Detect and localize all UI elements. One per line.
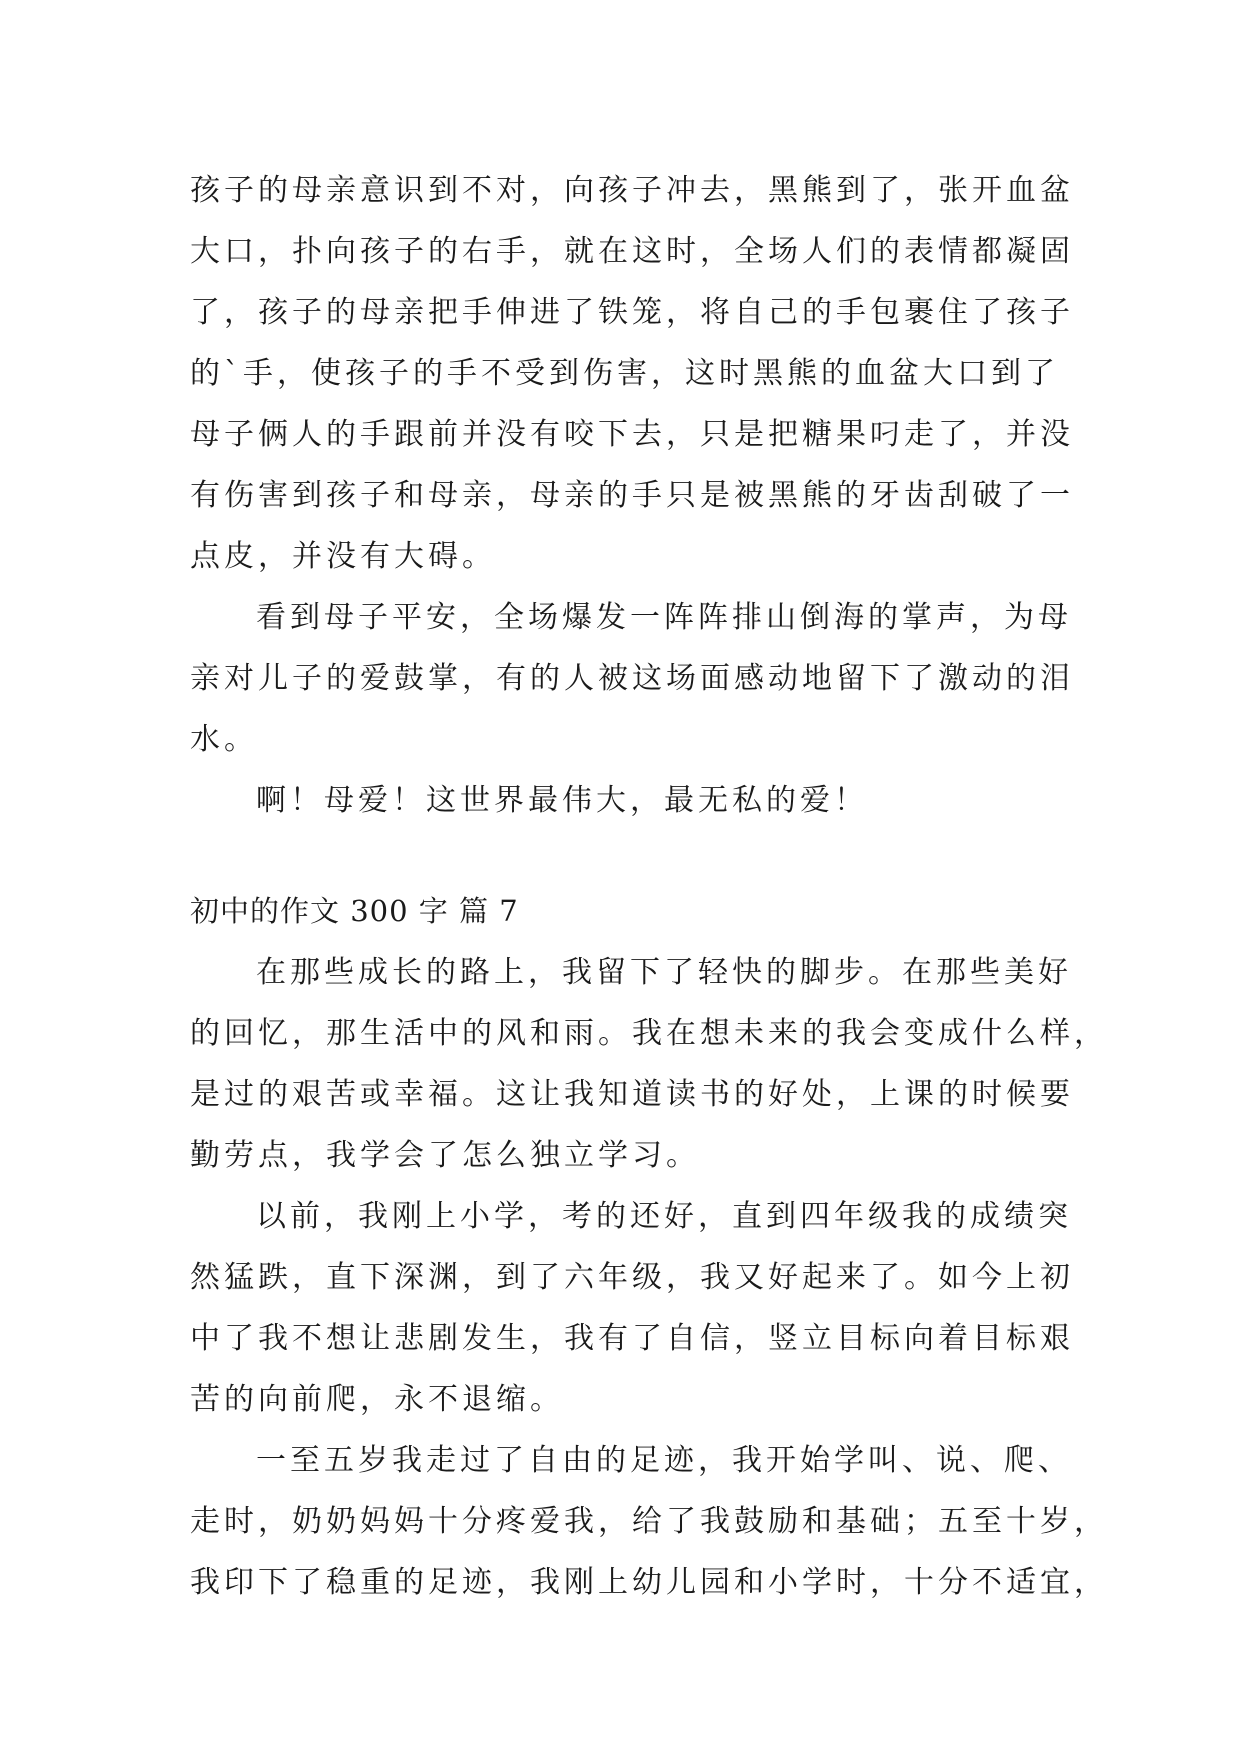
text-line: 以前，我刚上小学，考的还好，直到四年级我的成绩突 xyxy=(256,1199,1072,1234)
paragraph xyxy=(190,587,1074,770)
text-line: 中了我不想让悲剧发生，我有了自信，竖立目标向着目标艰 xyxy=(190,1321,1074,1356)
text-line: 我印下了稳重的足迹，我刚上幼儿园和小学时，十分不适宜， xyxy=(190,1565,1108,1600)
text-line: 走时，奶奶妈妈十分疼爱我，给了我鼓励和基础；五至十岁， xyxy=(190,1504,1108,1539)
paragraph xyxy=(190,1430,1108,1613)
text-line: 的回忆，那生活中的风和雨。我在想未来的我会变成什么样， xyxy=(190,1016,1108,1051)
text-line: 孩子的母亲意识到不对，向孩子冲去，黑熊到了，张开血盆 xyxy=(190,173,1074,208)
paragraph xyxy=(190,942,1108,1186)
text-line: 勤劳点，我学会了怎么独立学习。 xyxy=(190,1138,700,1173)
text-line: 看到母子平安，全场爆发一阵阵排山倒海的掌声，为母 xyxy=(256,600,1072,635)
text-line: 水。 xyxy=(190,722,258,757)
section-gap xyxy=(190,831,1050,881)
text-line: 点皮，并没有大碍。 xyxy=(190,539,496,574)
text-line: 的`手，使孩子的手不受到伤害，这时黑熊的血盆大口到了 xyxy=(190,356,1059,391)
section-heading: 初中的作文 300 字 篇 7 xyxy=(190,894,519,928)
text-line: 苦的向前爬，永不退缩。 xyxy=(190,1382,564,1417)
text-line: 然猛跌，直下深渊，到了六年级，我又好起来了。如今上初 xyxy=(190,1260,1074,1295)
text-line: 一至五岁我走过了自由的足迹，我开始学叫、说、爬、 xyxy=(256,1443,1072,1478)
paragraph xyxy=(190,1186,1074,1430)
text-line: 母子俩人的手跟前并没有咬下去，只是把糖果叼走了，并没 xyxy=(190,417,1074,452)
paragraph xyxy=(190,160,1074,587)
text-line: 啊！母爱！这世界最伟大，最无私的爱！ xyxy=(256,783,868,818)
text-line: 在那些成长的路上，我留下了轻快的脚步。在那些美好 xyxy=(256,955,1072,990)
paragraph xyxy=(190,770,1050,831)
text-line: 亲对儿子的爱鼓掌，有的人被这场面感动地留下了激动的泪 xyxy=(190,661,1074,696)
text-line: 了，孩子的母亲把手伸进了铁笼，将自己的手包裹住了孩子 xyxy=(190,295,1074,330)
text-line: 有伤害到孩子和母亲，母亲的手只是被黑熊的牙齿刮破了一 xyxy=(190,478,1074,513)
text-line: 是过的艰苦或幸福。这让我知道读书的好处，上课的时候要 xyxy=(190,1077,1074,1112)
document-body xyxy=(190,160,1108,1613)
text-line: 大口，扑向孩子的右手，就在这时，全场人们的表情都凝固 xyxy=(190,234,1074,269)
